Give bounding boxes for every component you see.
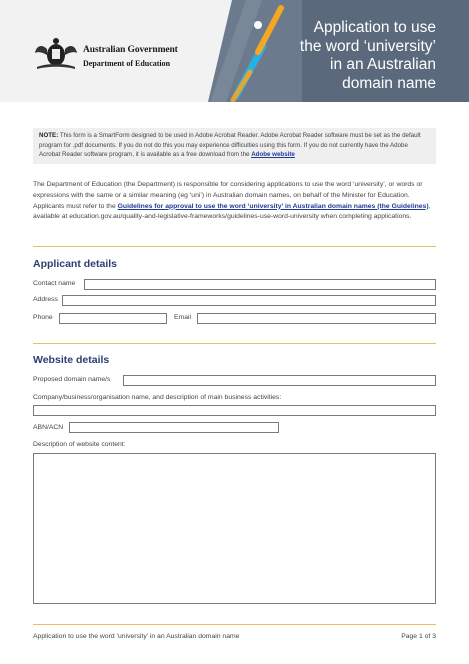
phone-label: Phone (33, 314, 53, 321)
title-line: domain name (342, 74, 436, 92)
header-banner (0, 0, 469, 102)
note-text: This form is a SmartForm designed to be used in Adobe Acrobat Reader. Adobe Acrobat Reader software must be set as the default program for .pdf documents. If you do not do this you may experience difficulties using this form. If you do not currently have the Adobe Acrobat Reader software program, it is available as a free download from the (39, 132, 421, 159)
note-label: NOTE: (39, 132, 59, 139)
proposed-domain-label: Proposed domain name/s (33, 376, 111, 383)
phone-field[interactable] (59, 313, 167, 324)
logo-line-1: Australian Government (83, 45, 178, 55)
footer-divider (33, 624, 436, 625)
email-label: Email (174, 314, 191, 321)
adobe-website-link[interactable]: Adobe website (251, 151, 295, 159)
address-label: Address (33, 296, 58, 303)
website-details-heading: Website details (33, 354, 110, 366)
logo-line-2: Department of Education (83, 59, 171, 68)
smartform-note (33, 128, 436, 164)
title-line: Application to use (313, 19, 436, 36)
intro-text-2: , available at education.gov.au/quality-and-legislative-frameworks/guidelines-use-word-university when completing applications. (33, 202, 431, 221)
intro-text-1: The Department of Education (the Department) is responsible for considering applications to use the word ‘university’, or words or expressions with the same or a similar meaning (eg ‘uni’) in Australian domain names, on behalf of the Minister for Education. Applicants must refer to the (33, 181, 423, 210)
email-field[interactable] (197, 313, 436, 324)
section-divider (33, 343, 436, 344)
coat-of-arms-icon (33, 37, 79, 73)
title-line: in an Australian (330, 56, 436, 73)
contact-name-field[interactable] (84, 279, 436, 290)
form-title (266, 19, 436, 93)
page-number: Page 1 of 3 (401, 633, 436, 640)
guidelines-link[interactable]: Guidelines for approval to use the word ‘university’ in Australian domain names (the Guidelines) (117, 202, 429, 210)
government-logo (33, 37, 183, 73)
intro-paragraph (33, 180, 438, 223)
applicant-details-heading: Applicant details (33, 258, 118, 270)
company-field[interactable] (33, 405, 436, 416)
section-divider (33, 246, 436, 247)
company-label: Company/business/organisation name, and description of main business activities: (33, 394, 282, 401)
description-label: Description of website content: (33, 441, 126, 448)
abn-acn-field[interactable] (69, 422, 279, 433)
footer-document-title: Application to use the word ‘university’ in an Australian domain name (33, 633, 240, 640)
abn-acn-label: ABN/ACN (33, 424, 64, 431)
website-description-field[interactable] (33, 453, 436, 604)
contact-name-label: Contact name (33, 280, 76, 287)
proposed-domain-field[interactable] (123, 375, 436, 386)
title-line: the word ‘university’ (299, 37, 436, 55)
address-field[interactable] (62, 295, 436, 306)
